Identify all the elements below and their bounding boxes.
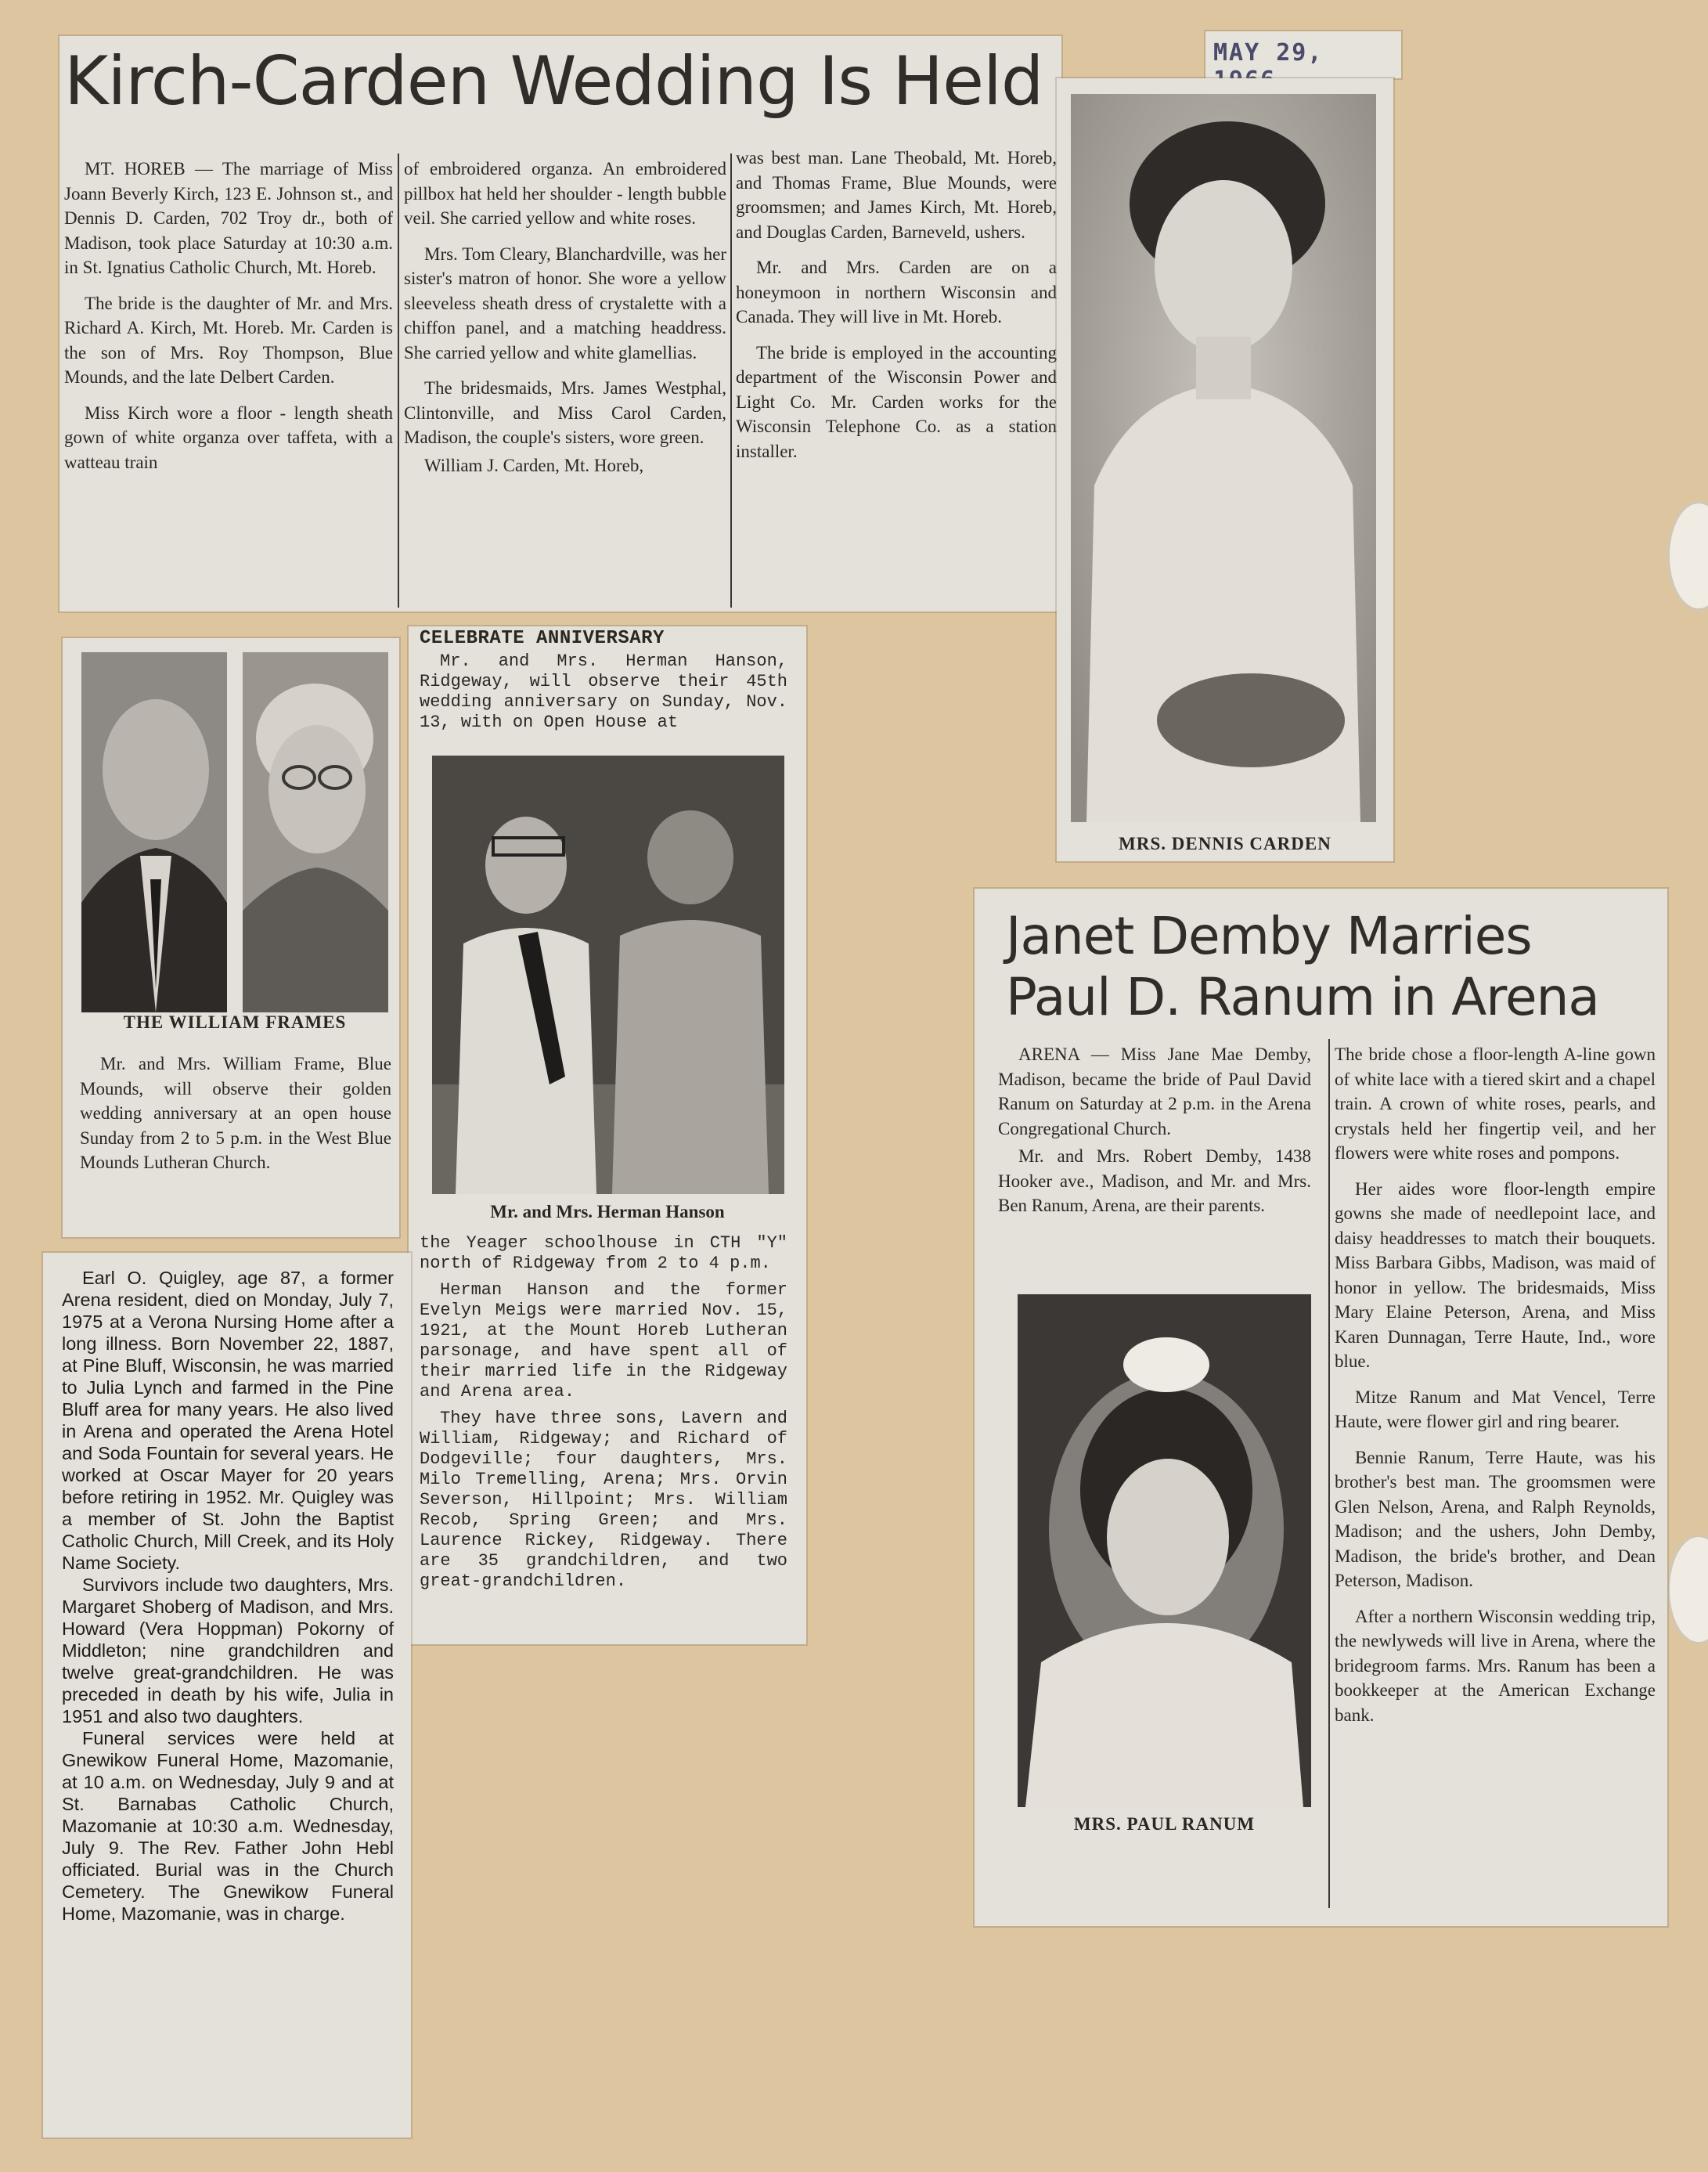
date-stamp: MAY 29, — [1213, 39, 1324, 67]
frames-text: Mr. and Mrs. William Frame, Blue Mounds, will observe their golden wedding anniversary at an open house Sunday from 2 to 5 p.m. in the West Blue Mounds Lutheran Church. — [80, 1054, 391, 1172]
demby-article — [975, 889, 1667, 1926]
demby-left-col — [998, 1042, 1311, 1229]
demby-rule — [1328, 1039, 1330, 1908]
kirch-article — [59, 36, 1061, 612]
kirch-col3-p1: was best man. Lane Theobald, Mt. Horeb, and Thomas Frame, Blue Mounds, were groomsmen; and James Kirch, Mt. Horeb, and Douglas Carden, Barneveld, ushers. — [736, 148, 1057, 242]
ranum-bride-photo — [1018, 1294, 1311, 1807]
kirch-col1 — [64, 157, 393, 485]
carden-photo-clip — [1057, 78, 1393, 861]
hanson-p2: Herman Hanson and the former Evelyn Meigs were married Nov. 15, 1921, at the Mount Horeb Lutheran parsonage, and have spent all of their married life in the Ridgeway and Arena area. — [420, 1280, 787, 1402]
quigley-body — [62, 1267, 394, 1925]
demby-headline-line1: Janet Demby Marries — [1006, 906, 1532, 966]
kirch-col1-p2: The bride is the daughter of Mr. and Mrs. Richard A. Kirch, Mt. Horeb. Mr. Carden is the son of Mrs. Roy Thompson, Blue Mounds, and the late Delbert Carden. — [64, 293, 393, 387]
binder-hole-bottom — [1667, 1535, 1708, 1644]
carden-portrait-photo — [1071, 94, 1376, 822]
demby-left-p1: ARENA — Miss Jane Mae Demby, Madison, became the bride of Paul David Ranum on Saturday at 2 p.m. in the Arena Congregational Church. — [998, 1045, 1311, 1138]
hanson-kicker: CELEBRATE ANNIVERSARY — [420, 628, 665, 649]
kirch-rule-2 — [730, 153, 732, 608]
kirch-col3 — [736, 146, 1057, 474]
demby-right-p2: Her aides wore floor-length empire gowns she made of needlepoint lace, and daisy headdresses to match their bouquets. Miss Barbara Gibbs, Madison, was maid of honor in yellow. The bridesmaids, Miss Mary Elaine Peterson, Arena, and Miss Karen Dunnagan, Terre Haute, Ind., wore blue. — [1335, 1178, 1656, 1371]
kirch-col3-p3: The bride is employed in the accounting department of the Wisconsin Power and Light Co. Mr. Carden works for the Wisconsin Telephone Co. as a station installer. — [736, 342, 1057, 461]
hanson-p3: They have three sons, Lavern and William, Ridgeway; and Richard of Dodgeville; four daughters, Mrs. Milo Tremelling, Arena; Mrs. Orvin Severson, Hillpoint; Mrs. William Recob, Spring Green; and Mrs. Laurence Rickey, Ridgeway. There are 35 grandchildren, and two great-grandchildren. — [420, 1409, 787, 1591]
hanson-couple-photo — [432, 756, 784, 1194]
hanson-lead: Mr. and Mrs. Herman Hanson, Ridgeway, will observe their 45th wedding anniversary on Sunday, Nov. 13, with on Open House at — [420, 651, 787, 732]
kirch-col1-p1: MT. HOREB — The marriage of Miss Joann Beverly Kirch, 123 E. Johnson st., and Dennis D. Carden, 702 Troy dr., both of Madison, took place Saturday at 10:30 a.m. in St. Ignatius Catholic Church, Mt. Horeb. — [64, 159, 393, 277]
carden-photo-caption: MRS. DENNIS CARDEN — [1119, 834, 1331, 853]
kirch-col2-p4: William J. Carden, Mt. Horeb, — [424, 455, 644, 475]
frames-article — [63, 638, 399, 1237]
date-stamp-clip — [1205, 31, 1401, 78]
quigley-obituary — [43, 1253, 411, 2138]
hanson-body — [420, 1233, 787, 1592]
kirch-headline: Kirch-Carden Wedding Is Held — [64, 42, 1043, 121]
quigley-p1: Earl O. Quigley, age 87, a former Arena resident, died on Monday, July 7, 1975 at a Verona Nursing Home after a long illness. Born November 22, 1887, at Pine Bluff, Wisconsin, he was married to Julia Lynch and farmed in the Pine Bluff area for many years. He also lived in Arena and operated the Arena Hotel and Soda Fountain for several years. He worked at Oscar Mayer for 20 years before retiring in 1952. Mr. Quigley was a member of St. John the Baptist Catholic Church, Mill Creek, and its Holy Name Society. — [62, 1268, 394, 1573]
demby-right-p1: The bride chose a floor-length A-line gown of white lace with a tiered skirt and a chapel train. A crown of white roses, pearls, and crystals held her fingertip veil, and her flowers were white roses and pompons. — [1335, 1045, 1656, 1163]
quigley-p2: Survivors include two daughters, Mrs. Margaret Shoberg of Madison, and Mrs. Howard (Vera Hoppman) Pokorny of Middleton; nine grandchildren and twelve great-grandchildren. He was preceded in death by his wife, Julia in 1951 and also two daughters. — [62, 1575, 394, 1726]
demby-right-col — [1335, 1042, 1656, 1738]
kirch-col2-p1: of embroidered organza. An embroidered pillbox hat held her shoulder - length bubble veil. She carried yellow and white roses. — [404, 159, 726, 228]
demby-right-p4: Bennie Ranum, Terre Haute, was his brother's best man. The groomsmen were Glen Nelson, Arena, and Ralph Reynolds, Madison; and the ushers, John Demby, Madison, the bride's brother, and Dean Peterson, Madison. — [1335, 1447, 1656, 1590]
hanson-photo-caption: Mr. and Mrs. Herman Hanson — [490, 1202, 725, 1221]
quigley-p3: Funeral services were held at Gnewikow Funeral Home, Mazomanie, at 10 a.m. on Wednesday, July 9 and at St. Barnabas Catholic Church, Mazomanie at 10:30 a.m. Wednesday, July 9. The Rev. Father John Hebl officiated. Burial was in the Church Cemetery. The Gnewikow Funeral Home, Mazomanie, was in charge. — [62, 1728, 394, 1924]
kirch-col3-p2: Mr. and Mrs. Carden are on a honeymoon in northern Wisconsin and Canada. They will live in Mt. Horeb. — [736, 258, 1057, 327]
kirch-col2 — [404, 157, 726, 489]
demby-headline-line2: Paul D. Ranum in Arena — [1006, 967, 1599, 1027]
frames-caption: THE WILLIAM FRAMES — [123, 1012, 347, 1032]
william-frame-photo — [81, 652, 227, 1012]
kirch-col2-p3: The bridesmaids, Mrs. James Westphal, Clintonville, and Miss Carol Carden, Madison, the couple's sisters, wore green. — [404, 378, 726, 447]
binder-hole-top — [1667, 501, 1708, 611]
hanson-p1: the Yeager schoolhouse in CTH "Y" north of Ridgeway from 2 to 4 p.m. — [420, 1233, 787, 1273]
hanson-article — [409, 626, 806, 1644]
demby-right-p5: After a northern Wisconsin wedding trip, the newlyweds will live in Arena, where the bridegroom farms. Mrs. Ranum has been a bookkeeper at the American Exchange bank. — [1335, 1606, 1656, 1725]
kirch-col1-p3: Miss Kirch wore a floor - length sheath gown of white organza over taffeta, with a watteau train — [64, 402, 393, 472]
demby-right-p3: Mitze Ranum and Mat Vencel, Terre Haute, were flower girl and ring bearer. — [1335, 1387, 1656, 1431]
kirch-col2-p2: Mrs. Tom Cleary, Blanchardville, was her sister's matron of honor. She wore a yellow sleeveless sheath dress of crystalette with a chiffon panel, and a matching headdress. She carried yellow and white glamellias. — [404, 244, 726, 363]
demby-left-p2: Mr. and Mrs. Robert Demby, 1438 Hooker ave., Madison, and Mr. and Mrs. Ben Ranum, Arena, are their parents. — [998, 1146, 1311, 1215]
ranum-photo-caption: MRS. PAUL RANUM — [1073, 1814, 1256, 1834]
mrs-william-frame-photo — [243, 652, 388, 1012]
kirch-rule-1 — [398, 153, 399, 608]
